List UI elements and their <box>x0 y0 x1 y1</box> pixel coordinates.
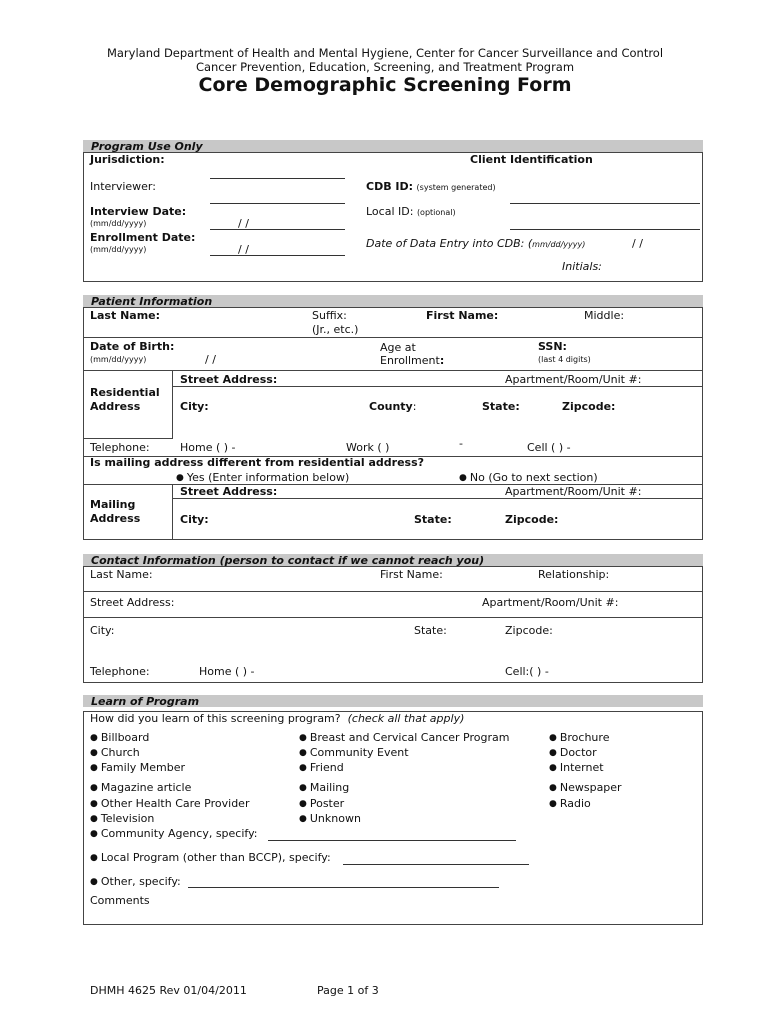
option-local-program[interactable]: ● Local Program (other than BCCP), specify: <box>90 851 331 864</box>
option-mailing[interactable]: ● Mailing <box>299 781 349 794</box>
interviewer-line[interactable] <box>210 178 345 179</box>
contact-street-label: Street Address: <box>90 596 175 609</box>
option-other[interactable]: ● Other, specify: <box>90 875 181 888</box>
mail-address-label-b: Address <box>90 512 141 525</box>
learn-question: How did you learn of this screening program? (check all that apply) <box>90 712 465 725</box>
res-state-label: State: <box>482 400 520 413</box>
res-county-label: County: <box>369 400 417 413</box>
mail-address-label-a: Mailing <box>90 498 136 511</box>
contact-divider-1 <box>83 591 703 592</box>
enrollment-date-label: Enrollment Date: <box>90 231 196 244</box>
res-city-label: City: <box>180 400 209 413</box>
mail-street-label: Street Address: <box>180 485 278 498</box>
ssn-label: SSN: <box>538 340 567 353</box>
community-agency-line[interactable] <box>268 840 516 841</box>
dob-slashes: / / <box>205 353 216 366</box>
mailing-yes-option[interactable]: ● Yes (Enter information below) <box>176 471 349 484</box>
option-newspaper[interactable]: ● Newspaper <box>549 781 622 794</box>
res-street-label: Street Address: <box>180 373 278 386</box>
option-television[interactable]: ● Television <box>90 812 154 825</box>
data-entry-date-slashes: / / <box>632 237 643 250</box>
section-contact-info: Contact Information (person to contact if we cannot reach you) <box>83 554 703 566</box>
contact-apt-label: Apartment/Room/Unit #: <box>482 596 619 609</box>
option-brochure[interactable]: ● Brochure <box>549 731 609 744</box>
option-unknown[interactable]: ● Unknown <box>299 812 361 825</box>
interview-date-label: Interview Date: <box>90 205 187 218</box>
res-label-divider <box>172 370 173 438</box>
section-patient-info: Patient Information <box>83 295 703 307</box>
comments-label: Comments <box>90 894 150 907</box>
res-address-label-b: Address <box>90 400 141 413</box>
mail-label-divider <box>172 484 173 540</box>
interview-date-line[interactable] <box>210 229 345 230</box>
option-poster[interactable]: ● Poster <box>299 797 344 810</box>
suffix-example: (Jr., etc.) <box>312 323 359 336</box>
option-internet[interactable]: ● Internet <box>549 761 604 774</box>
res-apt-label: Apartment/Room/Unit #: <box>505 373 642 386</box>
cdb-id-line[interactable] <box>510 203 700 204</box>
interviewer-label: Interviewer: <box>90 180 156 193</box>
mail-street-divider <box>172 498 703 499</box>
option-billboard[interactable]: ● Billboard <box>90 731 149 744</box>
telephone-label: Telephone: <box>90 441 150 454</box>
work-phone: Work ( ) <box>346 441 390 454</box>
res-street-divider <box>172 386 703 387</box>
mailing-no-option[interactable]: ● No (Go to next section) <box>459 471 598 484</box>
contact-city-label: City: <box>90 624 115 637</box>
patient-divider-1 <box>83 337 703 338</box>
local-id-label: Local ID: (optional) <box>366 205 456 218</box>
mailing-question: Is mailing address different from residential address? <box>90 456 425 469</box>
age-label-a: Age at <box>380 341 416 354</box>
option-family-member[interactable]: ● Family Member <box>90 761 185 774</box>
last-name-label: Last Name: <box>90 309 161 322</box>
client-id-heading: Client Identification <box>470 153 593 166</box>
interview-date-slashes: / / <box>238 217 249 230</box>
cell-phone: Cell ( ) - <box>527 441 571 454</box>
page-title: Core Demographic Screening Form <box>198 74 572 96</box>
first-name-label: First Name: <box>426 309 499 322</box>
ssn-note: (last 4 digits) <box>538 355 591 364</box>
option-other-provider[interactable]: ● Other Health Care Provider <box>90 797 249 810</box>
suffix-label: Suffix: <box>312 309 347 322</box>
age-label-b: Enrollment: <box>380 354 445 367</box>
option-doctor[interactable]: ● Doctor <box>549 746 597 759</box>
contact-divider-2 <box>83 617 703 618</box>
contact-info-box <box>83 566 703 683</box>
option-community-event[interactable]: ● Community Event <box>299 746 409 759</box>
contact-state-label: State: <box>414 624 447 637</box>
contact-telephone-label: Telephone: <box>90 665 150 678</box>
contact-zip-label: Zipcode: <box>505 624 553 637</box>
option-magazine[interactable]: ● Magazine article <box>90 781 191 794</box>
initials-label: Initials: <box>562 260 602 273</box>
enrollment-date-slashes: / / <box>238 243 249 256</box>
contact-cell-phone: Cell:( ) - <box>505 665 549 678</box>
res-address-label-a: Residential <box>90 386 160 399</box>
section-program-use: Program Use Only <box>83 140 703 152</box>
interview-date-format: (mm/dd/yyyy) <box>90 219 147 228</box>
res-zip-label: Zipcode: <box>562 400 616 413</box>
option-community-agency[interactable]: ● Community Agency, specify: <box>90 827 258 840</box>
local-program-line[interactable] <box>343 864 529 865</box>
mail-state-label: State: <box>414 513 452 526</box>
data-entry-date-label: Date of Data Entry into CDB: (mm/dd/yyyy) <box>366 237 586 250</box>
cdb-id-label: CDB ID: (system generated) <box>366 180 496 193</box>
contact-home-phone: Home ( ) - <box>199 665 255 678</box>
dob-label: Date of Birth: <box>90 340 175 353</box>
middle-label: Middle: <box>584 309 625 322</box>
option-church[interactable]: ● Church <box>90 746 140 759</box>
form-number: DHMH 4625 Rev 01/04/2011 <box>90 984 247 997</box>
page-number: Page 1 of 3 <box>317 984 379 997</box>
org-name: Maryland Department of Health and Mental Hygiene, Center for Cancer Surveillance and Control <box>106 46 664 60</box>
res-label-bottom <box>83 438 173 439</box>
option-bccp[interactable]: ● Breast and Cervical Cancer Program <box>299 731 509 744</box>
work-phone-dash: - <box>459 437 463 450</box>
mail-apt-label: Apartment/Room/Unit #: <box>505 485 642 498</box>
contact-relationship-label: Relationship: <box>538 568 610 581</box>
contact-last-name-label: Last Name: <box>90 568 153 581</box>
other-specify-line[interactable] <box>188 887 499 888</box>
program-name: Cancer Prevention, Education, Screening, and Treatment Program <box>195 60 575 74</box>
home-phone: Home ( ) - <box>180 441 236 454</box>
enrollment-date-line[interactable] <box>210 255 345 256</box>
option-radio[interactable]: ● Radio <box>549 797 591 810</box>
local-id-line[interactable] <box>510 229 700 230</box>
option-friend[interactable]: ● Friend <box>299 761 344 774</box>
patient-divider-2 <box>83 370 703 371</box>
section-learn-program: Learn of Program <box>83 695 703 707</box>
mail-zip-label: Zipcode: <box>505 513 559 526</box>
enrollment-date-format: (mm/dd/yyyy) <box>90 245 147 254</box>
dob-format: (mm/dd/yyyy) <box>90 355 147 364</box>
mail-city-label: City: <box>180 513 209 526</box>
interviewer-line-2[interactable] <box>210 203 345 204</box>
jurisdiction-label: Jurisdiction: <box>90 153 165 166</box>
contact-first-name-label: First Name: <box>380 568 443 581</box>
